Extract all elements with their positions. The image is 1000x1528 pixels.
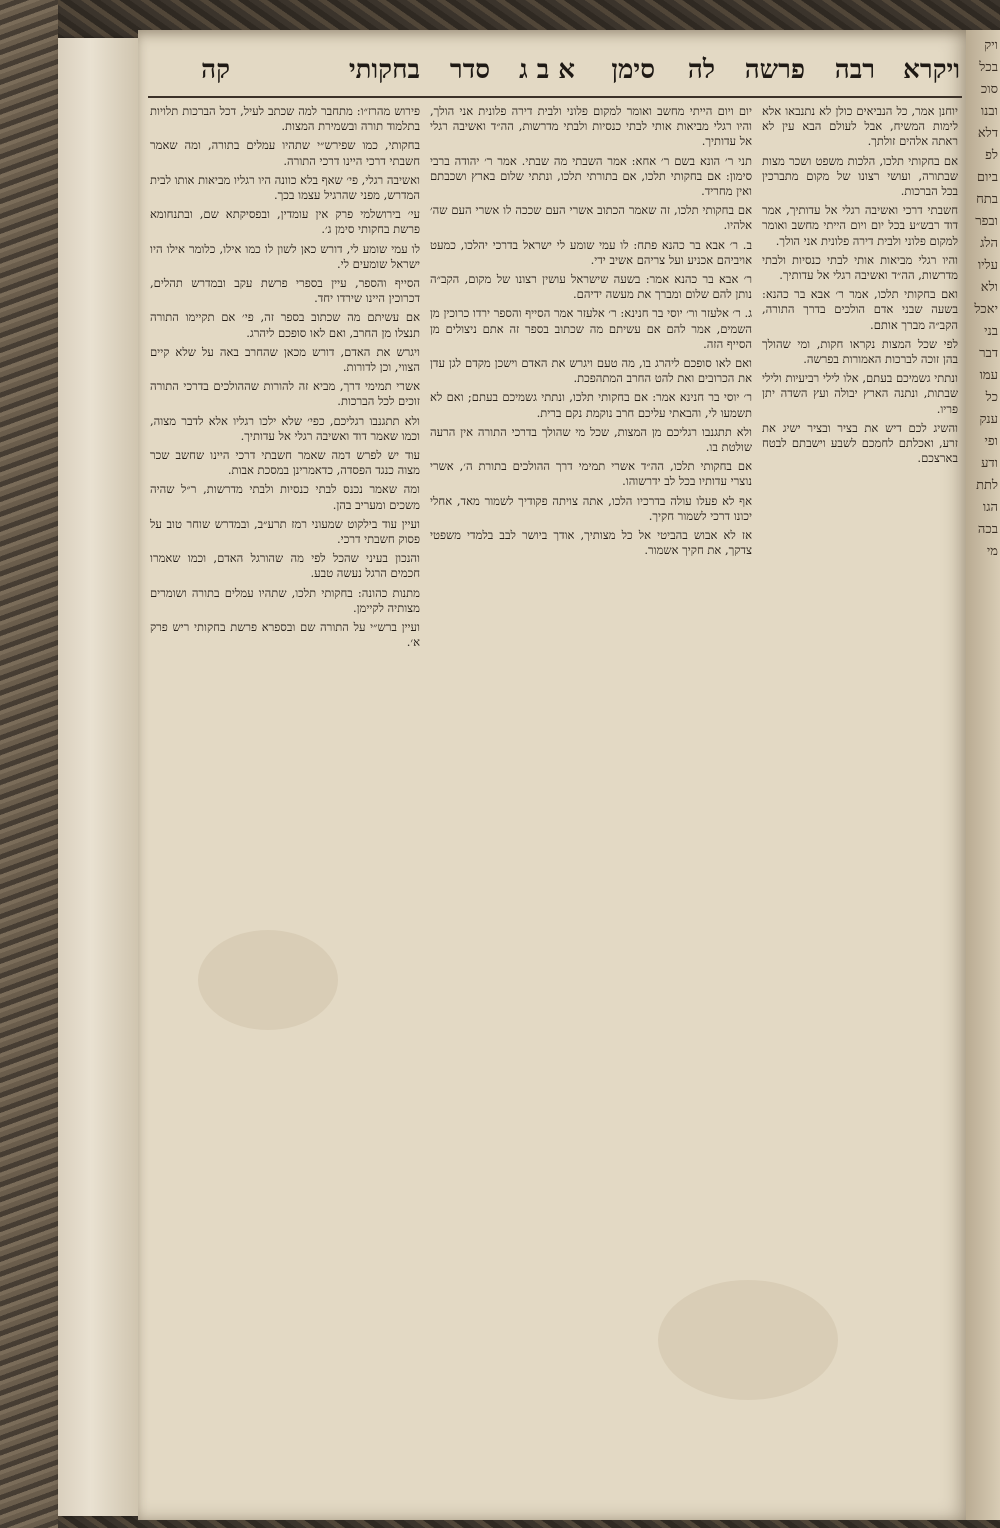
commentary-paragraph: והשיג לכם דיש את בציר ובציר ישיג את זרע, ואכלתם לחמכם לשבע וישבתם לבטח בארצכם.: [762, 420, 958, 466]
commentary-paragraph: חשבתי דרכי ואשיבה רגלי אל עדותיך, אמר דוד רבש״ע בכל יום ויום הייתי מחשב ואומר למקום פלוני ולבית דירה פלונית אני הולך.: [762, 203, 958, 248]
commentary-paragraph: ומה שאמר נכנס לבתי כנסיות ולבתי מדרשות, ר״ל שהיה משכים ומעריב בהן.: [150, 482, 420, 512]
midrash-paragraph: ג. ר׳ אלעזר ור׳ יוסי בר חנינא: ר׳ אלעזר אמר הסייף והספר ירדו כרוכין מן השמים, אמר להם אם עשיתם מה שכתוב בספר זה אתם ניצולים מן הסייף הזה.: [430, 306, 752, 351]
left-commentary-column: [150, 104, 420, 1504]
commentary-paragraph: ועיין עוד בילקוט שמעוני רמז תרע״ב, ובמדרש שוחר טוב על פסוק חשבתי דרכי.: [150, 516, 420, 547]
margin-fragment-word: ופי: [984, 434, 998, 449]
right-commentary-column: [762, 104, 958, 1504]
running-head-work: רבה: [834, 55, 875, 85]
midrash-paragraph: ואם לאו סופכם ליהרג בו, מה טעם ויגרש את האדם וישכן מקדם לגן עדן את הכרובים ואת להט החרב המתהפכת.: [430, 356, 752, 386]
midrash-paragraph: תני ר׳ הונא בשם ר׳ אחא: אמר השבתי מה שבתי. אמר ר׳ יהודה ברבי סימון: אם בחקותי תלכו, אם בתורתי תלכו, ונתתי שלום בארץ ושכבתם ואין מחריד.: [430, 153, 752, 199]
midrash-paragraph: ר׳ אבא בר כהנא אמר: בשעה שישראל עושין רצונו של מקום, הקב״ה נותן להם שלום ומברך את מעשה ידיהם.: [430, 272, 752, 302]
margin-fragment-word: עליו: [977, 258, 998, 273]
margin-fragment-word: דבר: [979, 346, 998, 361]
margin-fragment-word: כל: [985, 390, 998, 405]
margin-fragment-word: ודע: [981, 456, 998, 471]
midrash-paragraph: אז לא אבוש בהביטי אל כל מצותיך, אודך ביושר לבב בלמדי משפטי צדקך, את חקיך אשמור.: [430, 528, 752, 558]
margin-fragment-word: סוכ: [980, 82, 998, 97]
main-midrash-column: [430, 104, 752, 1504]
margin-fragment-word: בני: [984, 324, 998, 339]
running-head-book: ויקרא: [903, 55, 960, 85]
adjacent-page-fragment: [966, 30, 1000, 1520]
midrash-paragraph: אף לא פעלו עולה בדרכיו הלכו, אתה צויתה פקודיך לשמור מאד, אחלי יכונו דרכי לשמור חקיך.: [430, 493, 752, 523]
commentary-paragraph: ואשיבה רגלי, פי׳ שאף בלא כוונה היו רגליו מביאות אותו לבית המדרש, מפני שהרגיל עצמו בכך.: [150, 172, 420, 203]
midrash-paragraph: יום ויום הייתי מחשב ואומר למקום פלוני ולבית דירה פלונית אני הולך, והיו רגלי מביאות אותי לבתי כנסיות ולבתי מדרשות, הה״ד ואשיבה רגלי אל עדותיך.: [430, 104, 752, 149]
midrash-paragraph: ולא תתגנבו רגליכם מן המצות, שכל מי שהולך בדרכי התורה אין הרעה שולטת בו.: [430, 424, 752, 455]
running-head-parashah-label: פרשה: [744, 55, 805, 85]
margin-fragment-word: מי: [986, 544, 998, 559]
commentary-paragraph: והנכון בעיני שהכל לפי מה שהורגל האדם, וכמו שאמרו חכמים הרגל נעשה טבע.: [150, 551, 420, 581]
midrash-paragraph: אם בחקותי תלכו, הה״ד אשרי תמימי דרך ההולכים בתורת ה׳, אשרי נוצרי עדותיו בכל לב ידרשוהו.: [430, 459, 752, 489]
commentary-paragraph: בחקותי, כמו שפירש״י שתהיו עמלים בתורה, ומה שאמר חשבתי דרכי היינו דרכי התורה.: [150, 138, 420, 168]
margin-fragment-word: יאכל: [974, 302, 998, 317]
commentary-paragraph: לו עמי שומע לי, דורש כאן לשון לו כמו אילו, כלומר אילו היו ישראל שומעים לי.: [150, 241, 420, 271]
margin-fragment-word: ולא: [980, 280, 998, 295]
margin-fragment-word: בכל: [979, 60, 998, 75]
marbled-board-edge: [0, 0, 58, 1528]
running-head-sections: א ב ג: [519, 55, 575, 85]
commentary-paragraph: עי׳ בירושלמי פרק אין עומדין, ובפסיקתא שם, ובתנחומא פרשת בחקותי סימן ג׳.: [150, 207, 420, 237]
margin-fragment-word: לתת: [976, 478, 998, 493]
running-head-seder-name: בחקותי: [348, 55, 420, 85]
margin-fragment-word: ובנו: [980, 104, 998, 119]
folio-number: קה: [201, 55, 230, 85]
running-head-parashah-number: לה: [687, 55, 715, 85]
margin-fragment-word: ענק: [979, 412, 998, 427]
margin-fragment-word: בתח: [976, 192, 998, 207]
running-head-seder-label: סדר: [449, 55, 490, 85]
running-head-siman-label: סימן: [611, 55, 655, 85]
commentary-paragraph: עוד יש לפרש דמה שאמר חשבתי דרכי היינו שחשב שכר מצוה כנגד הפסדה, כדאמרינן במסכת אבות.: [150, 448, 420, 478]
commentary-paragraph: יוחנן אמר, כל הנביאים כולן לא נתנבאו אלא לימות המשיח, אבל לעולם הבא עין לא ראתה אלהים זולתך.: [762, 104, 958, 149]
commentary-paragraph: אשרי תמימי דרך, מביא זה להורות שההולכים בדרכי התורה זוכים לכל הברכות.: [150, 379, 420, 409]
header-rule: [148, 96, 962, 98]
midrash-paragraph: ר׳ יוסי בר חנינא אמר: אם בחקותי תלכו, ונתתי גשמיכם בעתם; ואם לא תשמעו לי, והבאתי עליכם חרב נוקמת נקם ברית.: [430, 390, 752, 420]
margin-fragment-word: לפ: [985, 148, 998, 163]
margin-fragment-word: דלא: [977, 126, 998, 141]
margin-fragment-word: הלג: [980, 236, 998, 251]
commentary-paragraph: מתנות כהונה: בחקותי תלכו, שתהיו עמלים בתורה ושומרים מצותיה לקיימן.: [150, 585, 420, 615]
margin-fragment-word: ובפר: [975, 214, 998, 229]
commentary-paragraph: והיו רגלי מביאות אותי לבתי כנסיות ולבתי מדרשות, הה״ד ואשיבה רגלי אל עדותיך.: [762, 252, 958, 283]
commentary-paragraph: ויגרש את האדם, דורש מכאן שהחרב באה על שלא קיים הצווי, וכן לדורות.: [150, 344, 420, 375]
margin-fragment-word: ביום: [976, 170, 998, 185]
commentary-paragraph: ואם בחקותי תלכו, אמר ר׳ אבא בר כהנא: בשעה שבני אדם הולכים בדרך התורה, הקב״ה מברך אותם.: [762, 287, 958, 332]
margin-fragment-word: בכה: [977, 522, 998, 537]
commentary-paragraph: אם בחקותי תלכו, הלכות משפט ושכר מצות שבתורה, ועושי רצונו של מקום מתברכין בכל הברכות.: [762, 153, 958, 199]
commentary-paragraph: לפי שכל המצות נקראו חקות, ומי שהולך בהן זוכה לברכות האמורות בפרשה.: [762, 336, 958, 367]
commentary-paragraph: ולא תתגנבו רגליכם, כפי׳ שלא ילכו רגליו אלא לדבר מצוה, וכמו שאמר דוד ואשיבה רגלי אל עדותיך.: [150, 413, 420, 443]
running-head: [150, 46, 960, 94]
commentary-paragraph: אם עשיתם מה שכתוב בספר זה, פי׳ אם תקיימו התורה תנצלו מן החרב, ואם לאו סופכם ליהרג.: [150, 310, 420, 340]
commentary-paragraph: פירוש מהרז״ו: מתחבר למה שכתב לעיל, דכל הברכות תלויות בתלמוד תורה ובשמירת המצות.: [150, 104, 420, 134]
midrash-paragraph: ב. ר׳ אבא בר כהנא פתח: לו עמי שומע לי ישראל בדרכי יהלכו, כמעט אויביהם אכניע ועל צריהם אשיב ידי.: [430, 237, 752, 267]
midrash-paragraph: אם בחקותי תלכו, זה שאמר הכתוב אשרי העם שככה לו אשרי העם שה׳ אלהיו.: [430, 203, 752, 233]
margin-fragment-word: עמו: [979, 368, 998, 383]
commentary-paragraph: הסייף והספר, עיין בספרי פרשת עקב ובמדרש תהלים, דכרוכין היינו שירדו יחד.: [150, 276, 420, 306]
margin-fragment-word: הגו: [982, 500, 998, 515]
flyleaf-strip: [58, 38, 140, 1516]
margin-fragment-word: ויק: [984, 38, 998, 53]
commentary-paragraph: ועיין ברש״י על התורה שם ובספרא פרשת בחקותי ריש פרק א׳.: [150, 620, 420, 650]
commentary-paragraph: ונתתי גשמיכם בעתם, אלו לילי רביעיות ולילי שבתות, ונתנה הארץ יבולה ועץ השדה יתן פריו.: [762, 371, 958, 416]
